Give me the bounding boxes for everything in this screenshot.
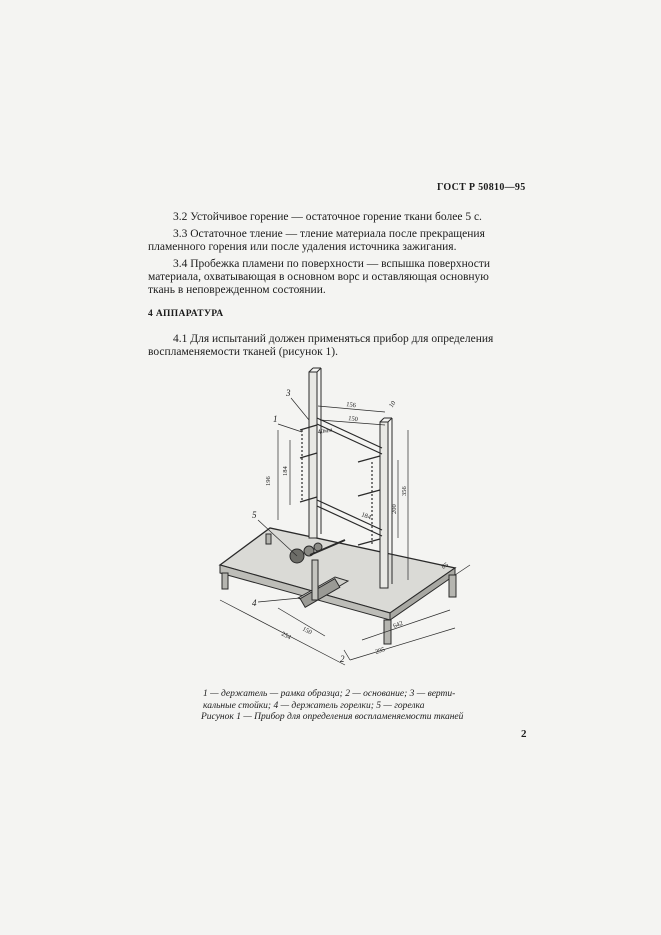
dim-150-bottom: 150: [301, 625, 313, 637]
definition-3-4-line3: ткань в неповрежденном состоянии.: [148, 284, 326, 296]
label-1: 1: [273, 414, 278, 424]
definition-3-4-line2: материала, охватывающая в основном ворс и оставляющая основную: [148, 271, 489, 283]
document-header: ГОСТ Р 50810—95: [437, 182, 526, 193]
figure-caption-line2: кальные стойки; 4 — держатель горелки; 5 — горелка: [203, 701, 425, 711]
dim-184-mid: 184: [360, 511, 372, 522]
dim-150: 150: [347, 415, 359, 424]
label-3: 3: [286, 388, 291, 398]
label-2: 2: [340, 654, 345, 664]
dim-10: 10: [387, 399, 398, 410]
dim-156: 156: [345, 401, 357, 410]
dim-642: 642: [392, 619, 404, 630]
dim-184-left: 184: [282, 466, 289, 476]
definition-3-4-line1: 3.4 Пробежка пламени по поверхности — вспышка поверхности: [173, 258, 491, 270]
section-paragraph-line2: воспламеняемости тканей (рисунок 1).: [148, 346, 338, 358]
section-paragraph-line1: 4.1 Для испытаний должен применяться прибор для определения: [173, 333, 494, 345]
page-number: 2: [521, 728, 527, 740]
definition-3-3-line1: 3.3 Остаточное тление — тление материала после прекращения: [173, 228, 485, 240]
figure-caption-title: Рисунок 1 — Прибор для определения воспламеняемости тканей: [201, 712, 464, 722]
dim-40mm: 40мм: [317, 426, 333, 436]
dim-356: 356: [401, 486, 408, 496]
dim-196: 196: [265, 476, 272, 486]
dim-85: 85: [440, 561, 450, 571]
definition-3-3-line2: пламенного горения или после удаления источника зажигания.: [148, 241, 457, 253]
definition-3-2: 3.2 Устойчивое горение — остаточное горение ткани более 5 с.: [173, 211, 482, 223]
section-title: 4 АППАРАТУРА: [148, 309, 224, 319]
label-4: 4: [252, 598, 257, 608]
dim-254: 254: [280, 630, 292, 642]
dim-295: 295: [374, 646, 386, 656]
figure-caption-line1: 1 — держатель — рамка образца; 2 — основание; 3 — верти-: [203, 689, 456, 699]
dim-200: 200: [391, 504, 398, 514]
label-5: 5: [252, 510, 257, 520]
